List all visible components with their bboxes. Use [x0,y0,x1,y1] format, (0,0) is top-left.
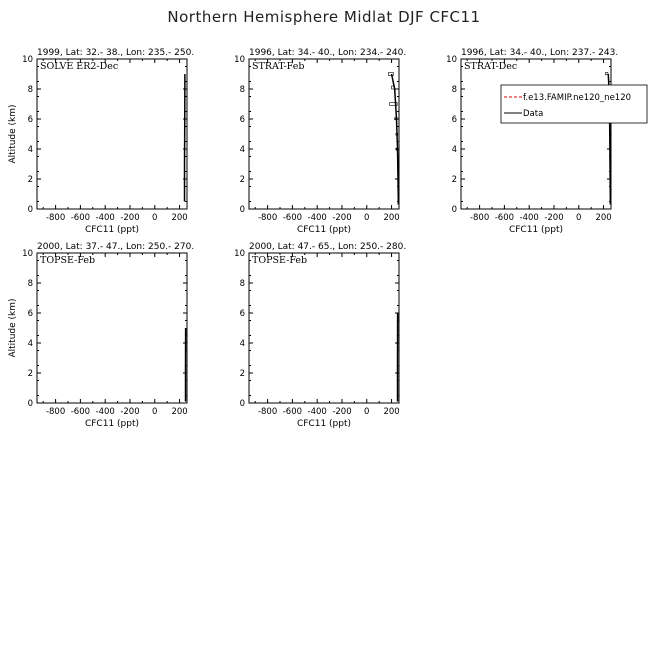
panel-title: 1996, Lat: 34.- 40., Lon: 237.- 243. [461,48,619,58]
x-tick-label: -600 [70,407,91,417]
x-tick-label: 0 [364,213,370,223]
y-tick-label: 10 [234,249,245,259]
y-axis-label: Altitude (km) [8,104,18,164]
y-tick-label: 6 [451,115,457,125]
x-tick-label: -400 [95,407,115,417]
y-tick-label: 2 [239,369,245,379]
y-tick-label: 0 [239,205,245,215]
y-tick-label: 10 [234,55,245,65]
x-axis-label: CFC11 (ppt) [296,225,352,235]
x-tick-label: 0 [152,407,158,417]
x-tick-label: -400 [519,213,539,223]
y-tick-label: 4 [451,145,457,155]
x-tick-label: 200 [595,213,612,223]
x-tick-label: -800 [45,407,66,417]
x-tick-label: -800 [469,213,490,223]
x-axis-label: CFC11 (ppt) [84,419,140,429]
x-tick-label: -400 [307,213,327,223]
y-tick-label: 8 [27,85,33,95]
panel-title: 2000, Lat: 37.- 47., Lon: 250.- 270. [37,242,195,252]
x-tick-label: -600 [282,213,303,223]
y-tick-label: 4 [239,145,245,155]
legend-entry-label: Data [523,109,544,119]
x-tick-label: -200 [544,213,564,223]
panel-title: 1996, Lat: 34.- 40., Lon: 234.- 240. [249,48,407,58]
y-tick-label: 10 [446,55,457,65]
y-tick-label: 6 [27,115,33,125]
campaign-label: SOLVE ER2-Dec [40,61,119,72]
y-tick-label: 4 [239,339,245,349]
x-tick-label: -200 [120,213,140,223]
y-tick-label: 8 [239,85,245,95]
x-axis-label: CFC11 (ppt) [296,419,352,429]
y-axis-label: Altitude (km) [8,298,18,358]
y-tick-label: 0 [239,399,245,409]
x-axis-label: CFC11 (ppt) [508,225,564,235]
legend [501,85,647,123]
x-tick-label: 200 [171,407,188,417]
y-tick-label: 2 [451,175,457,185]
x-tick-label: 200 [383,213,400,223]
x-tick-label: -400 [307,407,327,417]
y-tick-label: 8 [27,279,33,289]
figure-title: Northern Hemisphere Midlat DJF CFC11 [167,8,481,26]
x-tick-label: -200 [332,407,352,417]
campaign-label: STRAT-Dec [464,61,518,72]
y-tick-label: 6 [27,309,33,319]
panel-title: 2000, Lat: 47.- 65., Lon: 250.- 280. [249,242,407,252]
y-tick-label: 4 [27,339,33,349]
x-tick-label: -200 [120,407,140,417]
y-tick-label: 10 [22,55,33,65]
y-tick-label: 2 [27,175,33,185]
y-tick-label: 8 [451,85,457,95]
x-tick-label: 200 [171,213,188,223]
y-tick-label: 4 [27,145,33,155]
y-tick-label: 8 [239,279,245,289]
y-tick-label: 6 [239,115,245,125]
panel-title: 1999, Lat: 32.- 38., Lon: 235.- 250. [37,48,195,58]
campaign-label: TOPSE-Feb [252,255,308,266]
x-tick-label: 0 [152,213,158,223]
y-tick-label: 2 [27,369,33,379]
x-tick-label: -200 [332,213,352,223]
y-tick-label: 0 [27,399,33,409]
y-tick-label: 6 [239,309,245,319]
x-tick-label: -600 [70,213,91,223]
campaign-label: TOPSE-Feb [40,255,96,266]
x-tick-label: -600 [494,213,515,223]
y-tick-label: 2 [239,175,245,185]
x-axis-label: CFC11 (ppt) [84,225,140,235]
x-tick-label: -800 [257,407,278,417]
x-tick-label: 0 [576,213,582,223]
legend-entry-label: f.e13.FAMIP.ne120_ne120 [523,93,632,103]
x-tick-label: -400 [95,213,115,223]
x-tick-label: -800 [45,213,66,223]
y-tick-label: 10 [22,249,33,259]
x-tick-label: -800 [257,213,278,223]
y-tick-label: 0 [451,205,457,215]
campaign-label: STRAT-Feb [252,61,305,72]
y-tick-label: 0 [27,205,33,215]
x-tick-label: 200 [383,407,400,417]
x-tick-label: -600 [282,407,303,417]
x-tick-label: 0 [364,407,370,417]
